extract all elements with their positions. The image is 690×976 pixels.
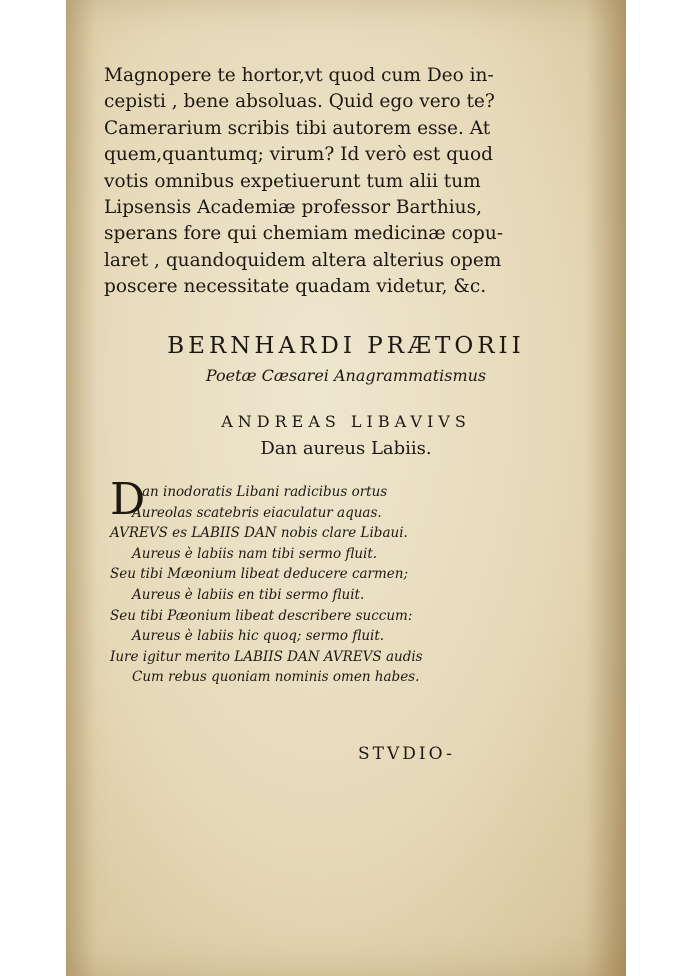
catchword: STVDIO- <box>358 744 455 764</box>
poem-line: Seu tibi Mæonium libeat deducere carmen; <box>110 566 409 583</box>
prose-line: cepisti , bene absoluas. Quid ego vero te? <box>104 91 495 113</box>
poem <box>110 482 530 688</box>
poem-line: Seu tibi Pæonium libeat describere succum: <box>110 607 413 624</box>
page-edge-stain-right <box>586 0 626 976</box>
poem-line: Aureus è labiis nam tibi sermo fluit. <box>132 545 378 562</box>
prose-line: Camerarium scribis tibi autorem esse. At <box>104 117 491 139</box>
poem-line: Aureus è labiis en tibi sermo fluit. <box>132 586 365 603</box>
prose-line: laret , quandoquidem altera alterius opem <box>104 249 502 271</box>
book-page <box>66 0 626 976</box>
poem-line: an inodoratis Libani radicibus ortus <box>142 484 388 500</box>
poem-line: Aureus è labiis hic quoq; sermo fluit. <box>132 628 385 645</box>
poem-line: Cum rebus quoniam nominis omen habes. <box>132 669 420 686</box>
subject-name: ANDREAS LIBAVIVS <box>221 412 471 431</box>
poem-dropcap: D <box>110 474 146 525</box>
page-edge-stain-left <box>66 0 96 976</box>
prose-line: poscere necessitate quadam videtur, &c. <box>104 276 487 298</box>
prose-line: sperans fore qui chemiam medicinæ copu- <box>104 223 504 245</box>
anagram-result: Dan aureus Labiis. <box>260 438 432 459</box>
author-heading: BERNHARDI PRÆTORII <box>167 333 525 359</box>
poem-line: AVREVS es LABIIS DAN nobis clare Libaui. <box>110 525 408 542</box>
poem-line: Iure igitur merito LABIIS DAN AVREVS audis <box>110 648 423 665</box>
prose-line: Lipsensis Academiæ professor Barthius, <box>104 197 482 219</box>
prose-line: Magnopere te hortor,vt quod cum Deo in- <box>104 65 494 86</box>
prose-line: quem,quantumq; virum? Id verò est quod <box>104 144 493 166</box>
anagram-subtitle: Poetæ Cæsarei Anagrammatismus <box>205 366 487 385</box>
prose-line: votis omnibus expetiuerunt tum alii tum <box>104 170 481 192</box>
poem-line: Aureolas scatebris eiaculatur aquas. <box>132 504 382 521</box>
prose-paragraph <box>104 63 544 301</box>
